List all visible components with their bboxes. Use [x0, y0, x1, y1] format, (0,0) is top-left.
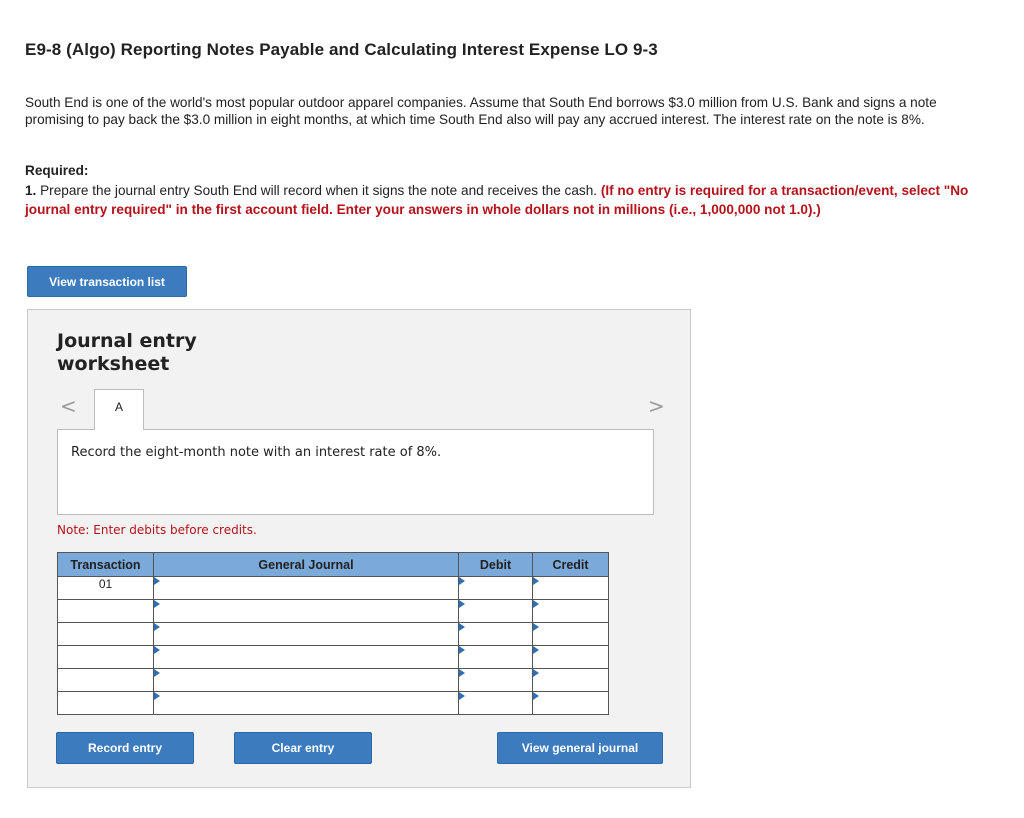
- dropdown-triangle-icon: [154, 577, 160, 585]
- required-label: Required:: [25, 163, 89, 178]
- table-row: [58, 623, 609, 646]
- table-row: [58, 646, 609, 669]
- table-row: [58, 577, 609, 600]
- account-input[interactable]: [154, 692, 459, 715]
- dropdown-triangle-icon: [154, 692, 160, 700]
- credit-input[interactable]: [533, 600, 609, 623]
- table-row: [58, 600, 609, 623]
- clear-entry-button[interactable]: Clear entry: [234, 732, 372, 764]
- credit-input[interactable]: [533, 577, 609, 600]
- dropdown-triangle-icon: [459, 600, 465, 608]
- dropdown-triangle-icon: [154, 669, 160, 677]
- journal-table: [57, 552, 609, 715]
- transaction-cell: [58, 669, 154, 692]
- debit-input[interactable]: [459, 646, 533, 669]
- view-transaction-list-button[interactable]: View transaction list: [27, 266, 187, 297]
- prev-arrow-icon[interactable]: <: [60, 394, 77, 418]
- worksheet-title-line1: Journal entry: [57, 330, 197, 352]
- header-general-journal: General Journal: [154, 553, 459, 577]
- record-entry-button[interactable]: Record entry: [56, 732, 194, 764]
- view-general-journal-button[interactable]: View general journal: [497, 732, 663, 764]
- dropdown-triangle-icon: [533, 669, 539, 677]
- journal-entry-worksheet: [27, 309, 691, 788]
- account-input[interactable]: [154, 646, 459, 669]
- debit-input[interactable]: [459, 600, 533, 623]
- instruction-number: 1.: [25, 183, 37, 198]
- instruction-text: Prepare the journal entry South End will record when it signs the note and receives the cash.: [36, 183, 601, 198]
- worksheet-title-line2: worksheet: [57, 353, 170, 375]
- dropdown-triangle-icon: [459, 692, 465, 700]
- account-input[interactable]: [154, 669, 459, 692]
- credit-input[interactable]: [533, 646, 609, 669]
- transaction-cell: [58, 692, 154, 715]
- transaction-cell: [58, 623, 154, 646]
- dropdown-triangle-icon: [533, 600, 539, 608]
- dropdown-triangle-icon: [533, 577, 539, 585]
- account-input[interactable]: [154, 600, 459, 623]
- instruction-red-text: (If no entry is required for a transaction/event, select "No journal entry required" in the first account field. Enter your answers in whole dollars not in millions (i.e., 1,000,000 not 1.0).): [25, 183, 969, 217]
- transaction-number: 01: [58, 577, 154, 600]
- note-text: Note: Enter debits before credits.: [57, 523, 257, 537]
- credit-input[interactable]: [533, 623, 609, 646]
- problem-description: South End is one of the world's most popular outdoor apparel companies. Assume that South End borrows $3.0 million from U.S. Bank and signs a note promising to pay back the $3.0 million in eight months, at which time South End also will pay any accrued interest. The interest rate on the note is 8%.: [25, 95, 937, 127]
- table-row: [58, 669, 609, 692]
- account-input[interactable]: [154, 577, 459, 600]
- tab-a[interactable]: A: [94, 389, 144, 430]
- transaction-cell: [58, 646, 154, 669]
- debit-input[interactable]: [459, 577, 533, 600]
- worksheet-title: [57, 330, 197, 376]
- account-input[interactable]: [154, 623, 459, 646]
- dropdown-triangle-icon: [459, 623, 465, 631]
- debit-input[interactable]: [459, 669, 533, 692]
- header-transaction: Transaction: [58, 553, 154, 577]
- credit-input[interactable]: [533, 692, 609, 715]
- dropdown-triangle-icon: [533, 646, 539, 654]
- dropdown-triangle-icon: [154, 646, 160, 654]
- debit-input[interactable]: [459, 623, 533, 646]
- header-credit: Credit: [533, 553, 609, 577]
- dropdown-triangle-icon: [459, 669, 465, 677]
- transaction-cell: [58, 600, 154, 623]
- instruction: [25, 181, 985, 219]
- next-arrow-icon[interactable]: >: [648, 394, 665, 418]
- page-title: E9-8 (Algo) Reporting Notes Payable and Calculating Interest Expense LO 9-3: [25, 40, 658, 59]
- credit-input[interactable]: [533, 669, 609, 692]
- dropdown-triangle-icon: [459, 646, 465, 654]
- dropdown-triangle-icon: [154, 600, 160, 608]
- table-row: [58, 692, 609, 715]
- header-debit: Debit: [459, 553, 533, 577]
- dropdown-triangle-icon: [459, 577, 465, 585]
- dropdown-triangle-icon: [533, 623, 539, 631]
- debit-input[interactable]: [459, 692, 533, 715]
- dropdown-triangle-icon: [154, 623, 160, 631]
- transaction-description: Record the eight-month note with an interest rate of 8%.: [57, 429, 654, 515]
- dropdown-triangle-icon: [533, 692, 539, 700]
